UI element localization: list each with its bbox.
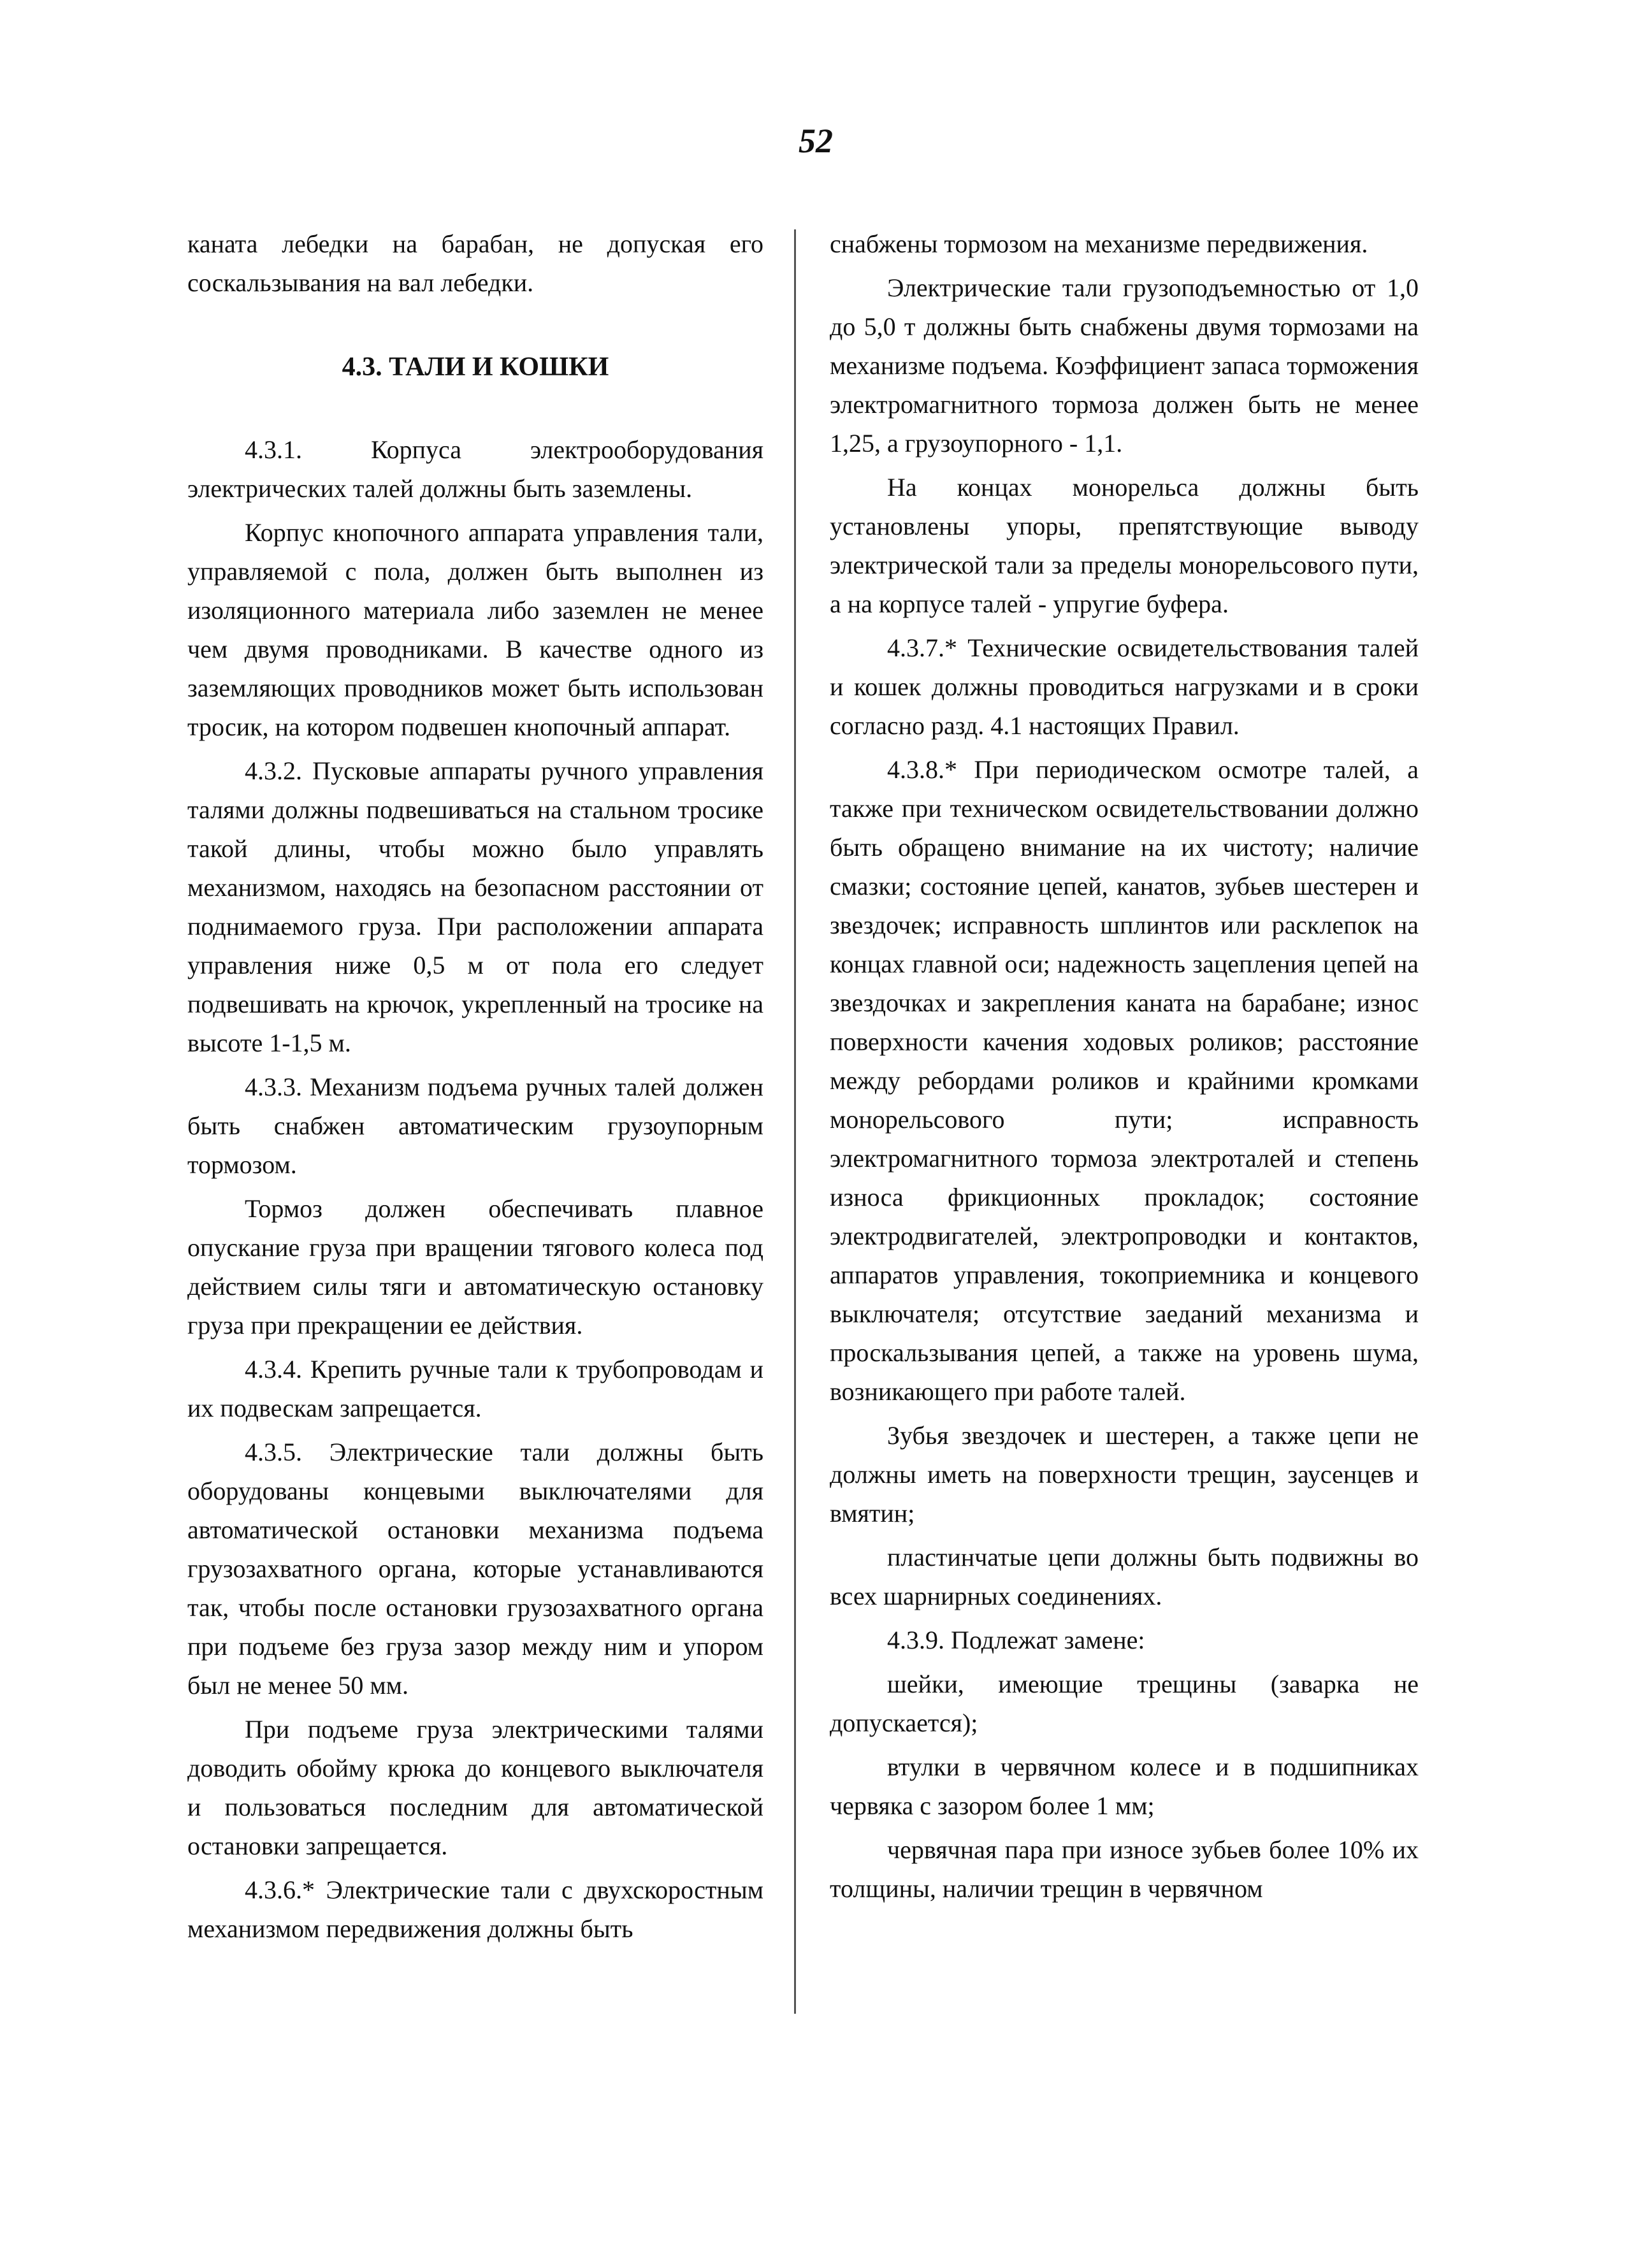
paragraph: 4.3.4. Крепить ручные тали к трубопроводам и их подвескам запрещается. bbox=[187, 1355, 763, 1422]
paragraph: каната лебедки на барабан, не допуская его соскальзывания на вал лебедки. bbox=[187, 229, 763, 297]
column-divider bbox=[794, 229, 796, 2014]
list-item: шейки, имеющие трещины (заварка не допускается); bbox=[830, 1670, 1419, 1737]
paragraph: 4.3.2. Пусковые аппараты ручного управления талями должны подвешиваться на стальном тросике такой длины, чтобы можно было управлять механизмом, находясь на безопасном расстоянии от поднимаемого груза. При расположении аппарата управления ниже 0,5 м от пола его следует подвешивать на крючок, укрепленный на тросике на высоте 1-1,5 м. bbox=[187, 756, 763, 1057]
page-number: 52 bbox=[799, 122, 833, 160]
paragraph: 4.3.8.* При периодическом осмотре талей, а также при техническом освидетельствовании должно быть обращено внимание на их чистоту; наличие смазки; состояние цепей, канатов, зубьев шестерен и звездочек; исправность шплинтов или расклепок на концах главной оси; надежность зацепления цепей на звездочках и закрепления каната на барабане; износ поверхности качения ходовых роликов; расстояние между ребордами роликов и крайними кромками монорельсового пути; исправность электромагнитного тормоза электроталей и степень износа фрикционных прокладок; состояние электродвигателей, электропроводки и контактов, аппаратов управления, токоприемника и концевого выключателя; отсутствие заеданий механизма и проскальзывания цепей, а также на уровень шума, возникающего при работе талей. bbox=[830, 755, 1419, 1406]
paragraph: 4.3.7.* Технические освидетельствования талей и кошек должны проводиться нагрузками и в сроки согласно разд. 4.1 настоящих Правил. bbox=[830, 633, 1419, 740]
list-item: втулки в червячном колесе и в подшипниках червяка с зазором более 1 мм; bbox=[830, 1752, 1419, 1820]
paragraph: Корпус кнопочного аппарата управления тали, управляемой с пола, должен быть выполнен из изоляционного материала либо заземлен не менее чем двумя проводниками. В качестве одного из заземляющих проводников может быть использован тросик, на котором подвешен кнопочный аппарат. bbox=[187, 518, 763, 741]
list-item: червячная пара при износе зубьев более 10% их толщины, наличии трещин в червячном bbox=[830, 1835, 1419, 1903]
paragraph: 4.3.1. Корпуса электрооборудования электрических талей должны быть заземлены. bbox=[187, 435, 763, 503]
section-heading: 4.3. ТАЛИ И КОШКИ bbox=[342, 352, 609, 382]
paragraph: При подъеме груза электрическими талями доводить обойму крюка до концевого выключателя и пользоваться последним для автоматической остановки запрещается. bbox=[187, 1715, 763, 1860]
paragraph: снабжены тормозом на механизме передвижения. bbox=[830, 229, 1368, 258]
paragraph: Тормоз должен обеспечивать плавное опускание груза при вращении тягового колеса под действием силы тяги и автоматическую остановку груза при прекращении ее действия. bbox=[187, 1194, 763, 1340]
paragraph: Зубья звездочек и шестерен, а также цепи не должны иметь на поверхности трещин, заусенцев и вмятин; bbox=[830, 1421, 1419, 1528]
paragraph: 4.3.5. Электрические тали должны быть оборудованы концевыми выключателями для автоматической остановки механизма подъема грузозахватного органа, которые устанавливаются так, чтобы после остановки грузозахватного органа при подъеме без груза зазор между ним и упором был не менее 50 мм. bbox=[187, 1438, 763, 1700]
paragraph: 4.3.6.* Электрические тали с двухскоростным механизмом передвижения должны быть bbox=[187, 1875, 763, 1943]
paragraph: Электрические тали грузоподъемностью от 1,0 до 5,0 т должны быть снабжены двумя тормозами на механизме подъема. Коэффициент запаса торможения электромагнитного тормоза должен быть не менее 1,25, а грузоупорного - 1,1. bbox=[830, 273, 1419, 458]
paragraph: На концах монорельса должны быть установлены упоры, препятствующие выводу электрической тали за пределы монорельсового пути, а на корпусе талей - упругие буфера. bbox=[830, 473, 1419, 618]
paragraph: пластинчатые цепи должны быть подвижны во всех шарнирных соединениях. bbox=[830, 1543, 1419, 1610]
left-column bbox=[187, 224, 763, 1953]
right-column bbox=[830, 224, 1419, 1913]
paragraph: 4.3.3. Механизм подъема ручных талей должен быть снабжен автоматическим грузоупорным тормозом. bbox=[187, 1073, 763, 1179]
paragraph: 4.3.9. Подлежат замене: bbox=[887, 1626, 1145, 1654]
